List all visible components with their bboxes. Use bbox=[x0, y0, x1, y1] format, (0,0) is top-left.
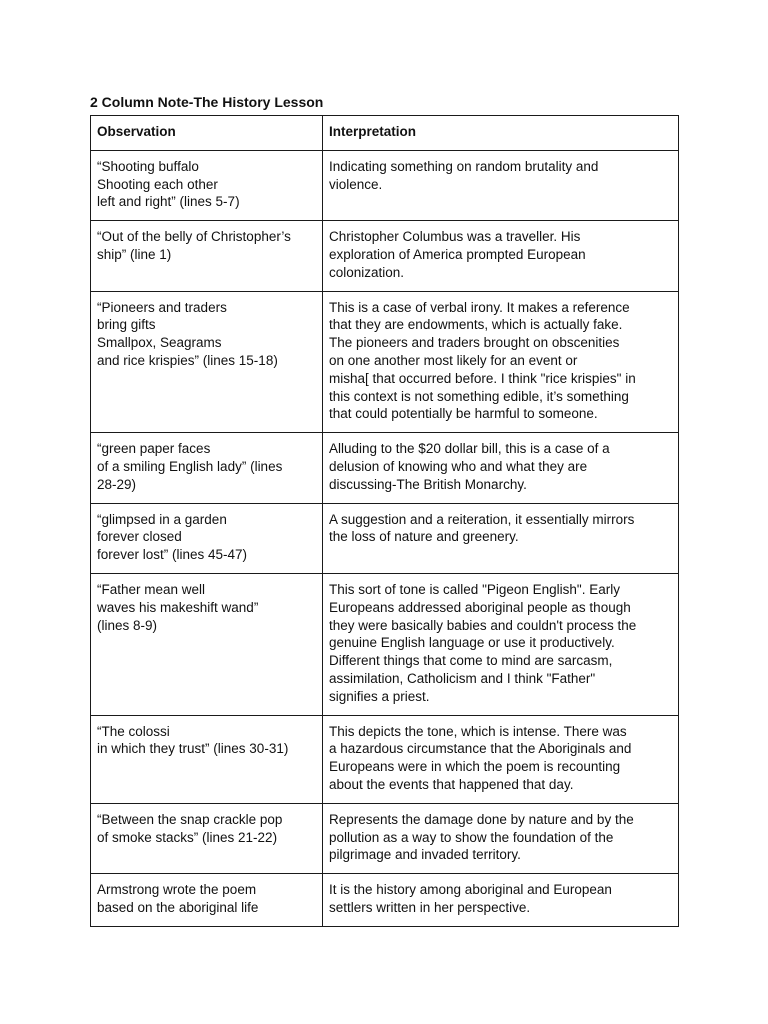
interpretation-cell bbox=[323, 291, 679, 433]
interpretation-text: A suggestion and a reiteration, it essentially mirrors the loss of nature and greenery. bbox=[329, 511, 635, 545]
table-row bbox=[91, 803, 679, 873]
observation-text: “Out of the belly of Christopher’s ship” (line 1) bbox=[97, 229, 291, 262]
observation-text: “glimpsed in a garden forever closed forever lost” (lines 45-47) bbox=[97, 511, 248, 563]
table-row bbox=[91, 573, 679, 715]
two-column-notes-table bbox=[90, 115, 679, 927]
table-row bbox=[91, 503, 679, 573]
interpretation-text: Represents the damage done by nature and by the pollution as a way to show the foundation of the pilgrimage and invaded territory. bbox=[329, 811, 634, 863]
interpretation-column-header: Interpretation bbox=[323, 116, 679, 151]
observation-cell bbox=[91, 715, 323, 803]
interpretation-text: This sort of tone is called "Pigeon English". Early Europeans addressed aboriginal people as though they were basically babies and couldn't process the genuine English language or use it productively. Different things that come to mind are sarcasm, assimilation, Catholicism and I think "Father" signifies a priest. bbox=[329, 581, 637, 704]
document-title: 2 Column Note-The History Lesson bbox=[90, 94, 324, 110]
document-page bbox=[90, 94, 678, 927]
interpretation-cell bbox=[323, 150, 679, 220]
observation-text: “The colossi in which they trust” (lines 30-31) bbox=[97, 723, 289, 757]
observation-column-header: Observation bbox=[91, 116, 323, 151]
interpretation-text: Christopher Columbus was a traveller. His exploration of America prompted European colonization. bbox=[329, 229, 586, 280]
observation-text: “Pioneers and traders bring gifts Smallpox, Seagrams and rice krispies” (lines 15-18) bbox=[97, 299, 278, 368]
interpretation-text: Indicating something on random brutality and violence. bbox=[329, 158, 599, 192]
interpretation-cell bbox=[323, 715, 679, 803]
table-row bbox=[91, 874, 679, 927]
observation-text: “green paper faces of a smiling English lady” (lines 28-29) bbox=[97, 441, 283, 492]
interpretation-text: This depicts the tone, which is intense. There was a hazardous circumstance that the Aboriginals and Europeans were in which the poem is recounting about the events that happened that day. bbox=[329, 723, 632, 792]
observation-text: “Shooting buffalo Shooting each other left and right” (lines 5-7) bbox=[97, 158, 240, 210]
observation-cell bbox=[91, 803, 323, 873]
table-row bbox=[91, 150, 679, 220]
observation-cell bbox=[91, 874, 323, 927]
table-row bbox=[91, 715, 679, 803]
observation-text: “Father mean well waves his makeshift wand” (lines 8-9) bbox=[97, 581, 259, 633]
interpretation-cell bbox=[323, 803, 679, 873]
observation-cell bbox=[91, 291, 323, 433]
interpretation-text: It is the history among aboriginal and European settlers written in her perspective. bbox=[329, 882, 612, 915]
table-header-row bbox=[91, 116, 679, 151]
interpretation-text: Alluding to the $20 dollar bill, this is a case of a delusion of knowing who and what they are discussing-The British Monarchy. bbox=[329, 441, 610, 492]
observation-cell bbox=[91, 573, 323, 715]
interpretation-cell bbox=[323, 573, 679, 715]
table-row bbox=[91, 433, 679, 503]
table-row bbox=[91, 221, 679, 291]
table-row bbox=[91, 291, 679, 433]
observation-cell bbox=[91, 433, 323, 503]
observation-cell bbox=[91, 221, 323, 291]
observation-cell bbox=[91, 150, 323, 220]
interpretation-cell bbox=[323, 874, 679, 927]
interpretation-cell bbox=[323, 503, 679, 573]
interpretation-text: This is a case of verbal irony. It makes a reference that they are endowments, which is actually fake. The pioneers and traders brought on obscenities on one another most likely for an event or misha[ that occurred before. I think "rice krispies" in this context is not something edible, it’s something that could potentially be harmful to someone. bbox=[329, 299, 636, 422]
observation-text: “Between the snap crackle pop of smoke stacks” (lines 21-22) bbox=[97, 811, 283, 845]
observation-text: Armstrong wrote the poem based on the aboriginal life bbox=[97, 882, 259, 915]
interpretation-cell bbox=[323, 433, 679, 503]
observation-cell bbox=[91, 503, 323, 573]
interpretation-cell bbox=[323, 221, 679, 291]
